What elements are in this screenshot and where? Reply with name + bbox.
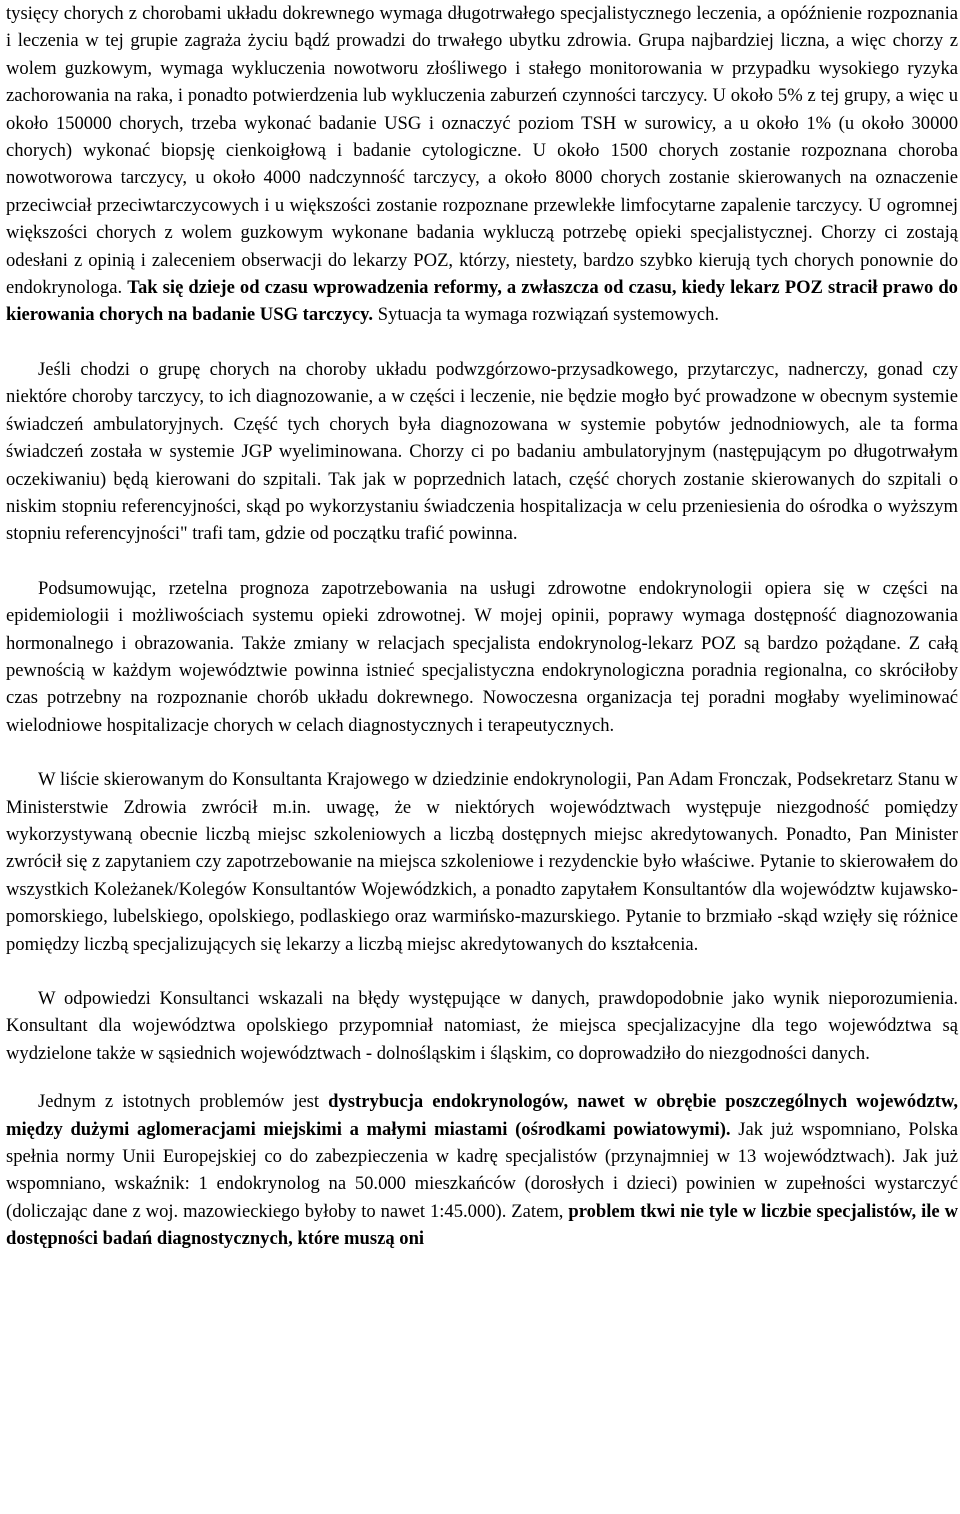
- paragraph-gap: [6, 329, 958, 356]
- bold-emphasis: problem tkwi nie tyle w liczbie specjalistów, ile w dostępności badań diagnostycznych, które muszą oni: [6, 1200, 958, 1250]
- paragraph-text: W odpowiedzi Konsultanci wskazali na błędy występujące w danych, prawdopodobnie jako wynik nieporozumienia. Konsultant dla województwa opolskiego przypomniał natomiast, że miejsca specjalizacyjne dla tego województwa są wydzielone także w sąsiednich województwach - dolnośląskim i śląskim, co doprowadziło do niezgodności danych.: [6, 988, 958, 1064]
- paragraph-pituitary-diseases: [6, 356, 958, 548]
- paragraph-thyroid-nodular-goiter: [6, 0, 958, 329]
- paragraph-text: Podsumowując, rzetelna prognoza zapotrzebowania na usługi zdrowotne endokrynologii opiera się w części na epidemiologii i możliwościach systemu opieki zdrowotnej. W mojej opinii, poprawy wymaga dostępność diagnozowania hormonalnego i obrazowania. Także zmiany w relacjach specjalista endokrynolog-lekarz POZ są bardzo pożądane. Z całą pewnością w każdym województwie powinna istnieć specjalistyczna endokrynologiczna poradnia regionalna, co skróciłoby czas potrzebny na rozpoznanie chorób układu dokrewnego. Nowoczesna organizacja tej poradni mogłaby wyeliminować wielodniowe hospitalizacje chorych w celach diagnostycznych i terapeutycznych.: [6, 577, 958, 736]
- paragraph-text: tysięcy chorych z chorobami układu dokrewnego wymaga długotrwałego specjalistycznego leczenia, a opóźnienie rozpoznania i leczenia w tej grupie zagraża życiu bądź prowadzi do trwałego ubytku zdrowia. Grupa najbardziej liczna, a więc chorzy z wolem guzkowym, wymaga wykluczenia nowotworu złośliwego i stałego monitorowania w przypadku wysokiego ryzyka zachorowania na raka, i ponadto potwierdzenia lub wykluczenia zaburzeń czynności tarczycy. U około 5% z tej grupy, a więc u około 150000 chorych, trzeba wykonać badanie USG i oznaczyć poziom TSH w surowicy, a u około 1% (u około 30000 chorych) wykonać biopsję cienkoigłową i badanie cytologiczne. U około 1500 chorych zostanie rozpoznana choroba nowotworowa tarczycy, u około 4000 nadczynność tarczycy, a około 8000 chorych zostanie skierowanych na oznaczenie przeciwciał przeciwtarczycowych i u większości zostanie rozpoznane przewlekłe limfocytarne zapalenie tarczycy. U ogromnej większości chorych z wolem guzkowym wykonane badania wykluczą potrzebę opieki specjalistycznej. Chorzy ci zostają odesłani z opinią i zaleceniem obserwacji do lekarzy POZ, którzy, niestety, bardzo szybko kierują tych chorych ponownie do endokrynologa.: [6, 3, 958, 299]
- paragraph-gap: [6, 739, 958, 766]
- bold-emphasis: dystrybucja endokrynologów, nawet w obrębie poszczególnych województw, między dużymi aglomeracjami miejskimi a małymi miastami (ośrodkami powiatowymi).: [6, 1091, 958, 1140]
- paragraph-gap: [6, 1067, 958, 1088]
- paragraph-text: Jak już wspomniano, Polska spełnia normy Unii Europejskiej co do zabezpieczenia w kadrę specjalistów (przynajmniej w 13 województwach). Jak już wspomniano, wskaźnik: 1 endokrynolog na 50.000 mieszkańców (dorosłych i dzieci) powinien w zupełności wystarczyć (doliczając dane z woj. mazowieckiego byłoby to nawet 1:45.000). Zatem,: [6, 1118, 958, 1222]
- paragraph-text: Jednym z istotnych problemów jest: [38, 1091, 329, 1113]
- paragraph-text: Jeśli chodzi o grupę chorych na choroby układu podwzgórzowo-przysadkowego, przytarczyc, nadnerczy, gonad czy niektóre choroby tarczycy, to ich diagnozowanie, a w części i leczenie, nie będzie mogło być prowadzone w obecnym systemie świadczeń ambulatoryjnych. Część tych chorych była diagnozowana w systemie pobytów jednodniowych, ale ta forma świadczeń została w systemie JGP wyeliminowana. Chorzy ci po badaniu ambulatoryjnym (następującym po długotrwałym oczekiwaniu) będą kierowani do szpitali. Tak jak w poprzednich latach, część chorych zostanie skierowanych do szpitali o niskim stopniu referencyjności, skąd po wykorzystaniu świadczenia hospitalizacja w celu przeniesienia do ośrodka o wyższym stopniu referencyjności" trafi tam, gdzie od początku trafić powinna.: [6, 358, 958, 545]
- paragraph-text: W liście skierowanym do Konsultanta Krajowego w dziedzinie endokrynologii, Pan Adam Fronczak, Podsekretarz Stanu w Ministerstwie Zdrowia zwrócił m.in. uwagę, że w niektórych województwach występuje niezgodność pomiędzy wykorzystywaną obecnie liczbą miejsc szkoleniowych a liczbą dostępnych miejsc akredytowanych. Ponadto, Pan Minister zwrócił się z zapytaniem czy zapotrzebowanie na miejsca szkoleniowe i rezydenckie było właściwe. Pytanie to skierowałem do wszystkich Koleżanek/Kolegów Konsultantów Wojewódzkich, a ponadto zapytałem Konsultantów dla województw kujawsko-pomorskiego, lubelskiego, opolskiego, podlaskiego oraz warmińsko-mazurskiego. Pytanie to brzmiało -skąd wzięły się różnice pomiędzy liczbą specjalizujących się lekarzy a liczbą miejsc akredytowanych do kształcenia.: [6, 769, 958, 955]
- paragraph-gap: [6, 958, 958, 985]
- paragraph-text: Sytuacja ta wymaga rozwiązań systemowych.: [373, 304, 720, 326]
- paragraph-consultants-response: [6, 985, 958, 1067]
- paragraph-ministry-letter: [6, 766, 958, 958]
- paragraph-gap: [6, 548, 958, 575]
- bold-emphasis: Tak się dzieje od czasu wprowadzenia reformy, a zwłaszcza od czasu, kiedy lekarz POZ stracił prawo do kierowania chorych na badanie USG tarczycy.: [6, 277, 958, 326]
- paragraph-distribution-problem: [6, 1088, 958, 1252]
- paragraph-summary: [6, 575, 958, 739]
